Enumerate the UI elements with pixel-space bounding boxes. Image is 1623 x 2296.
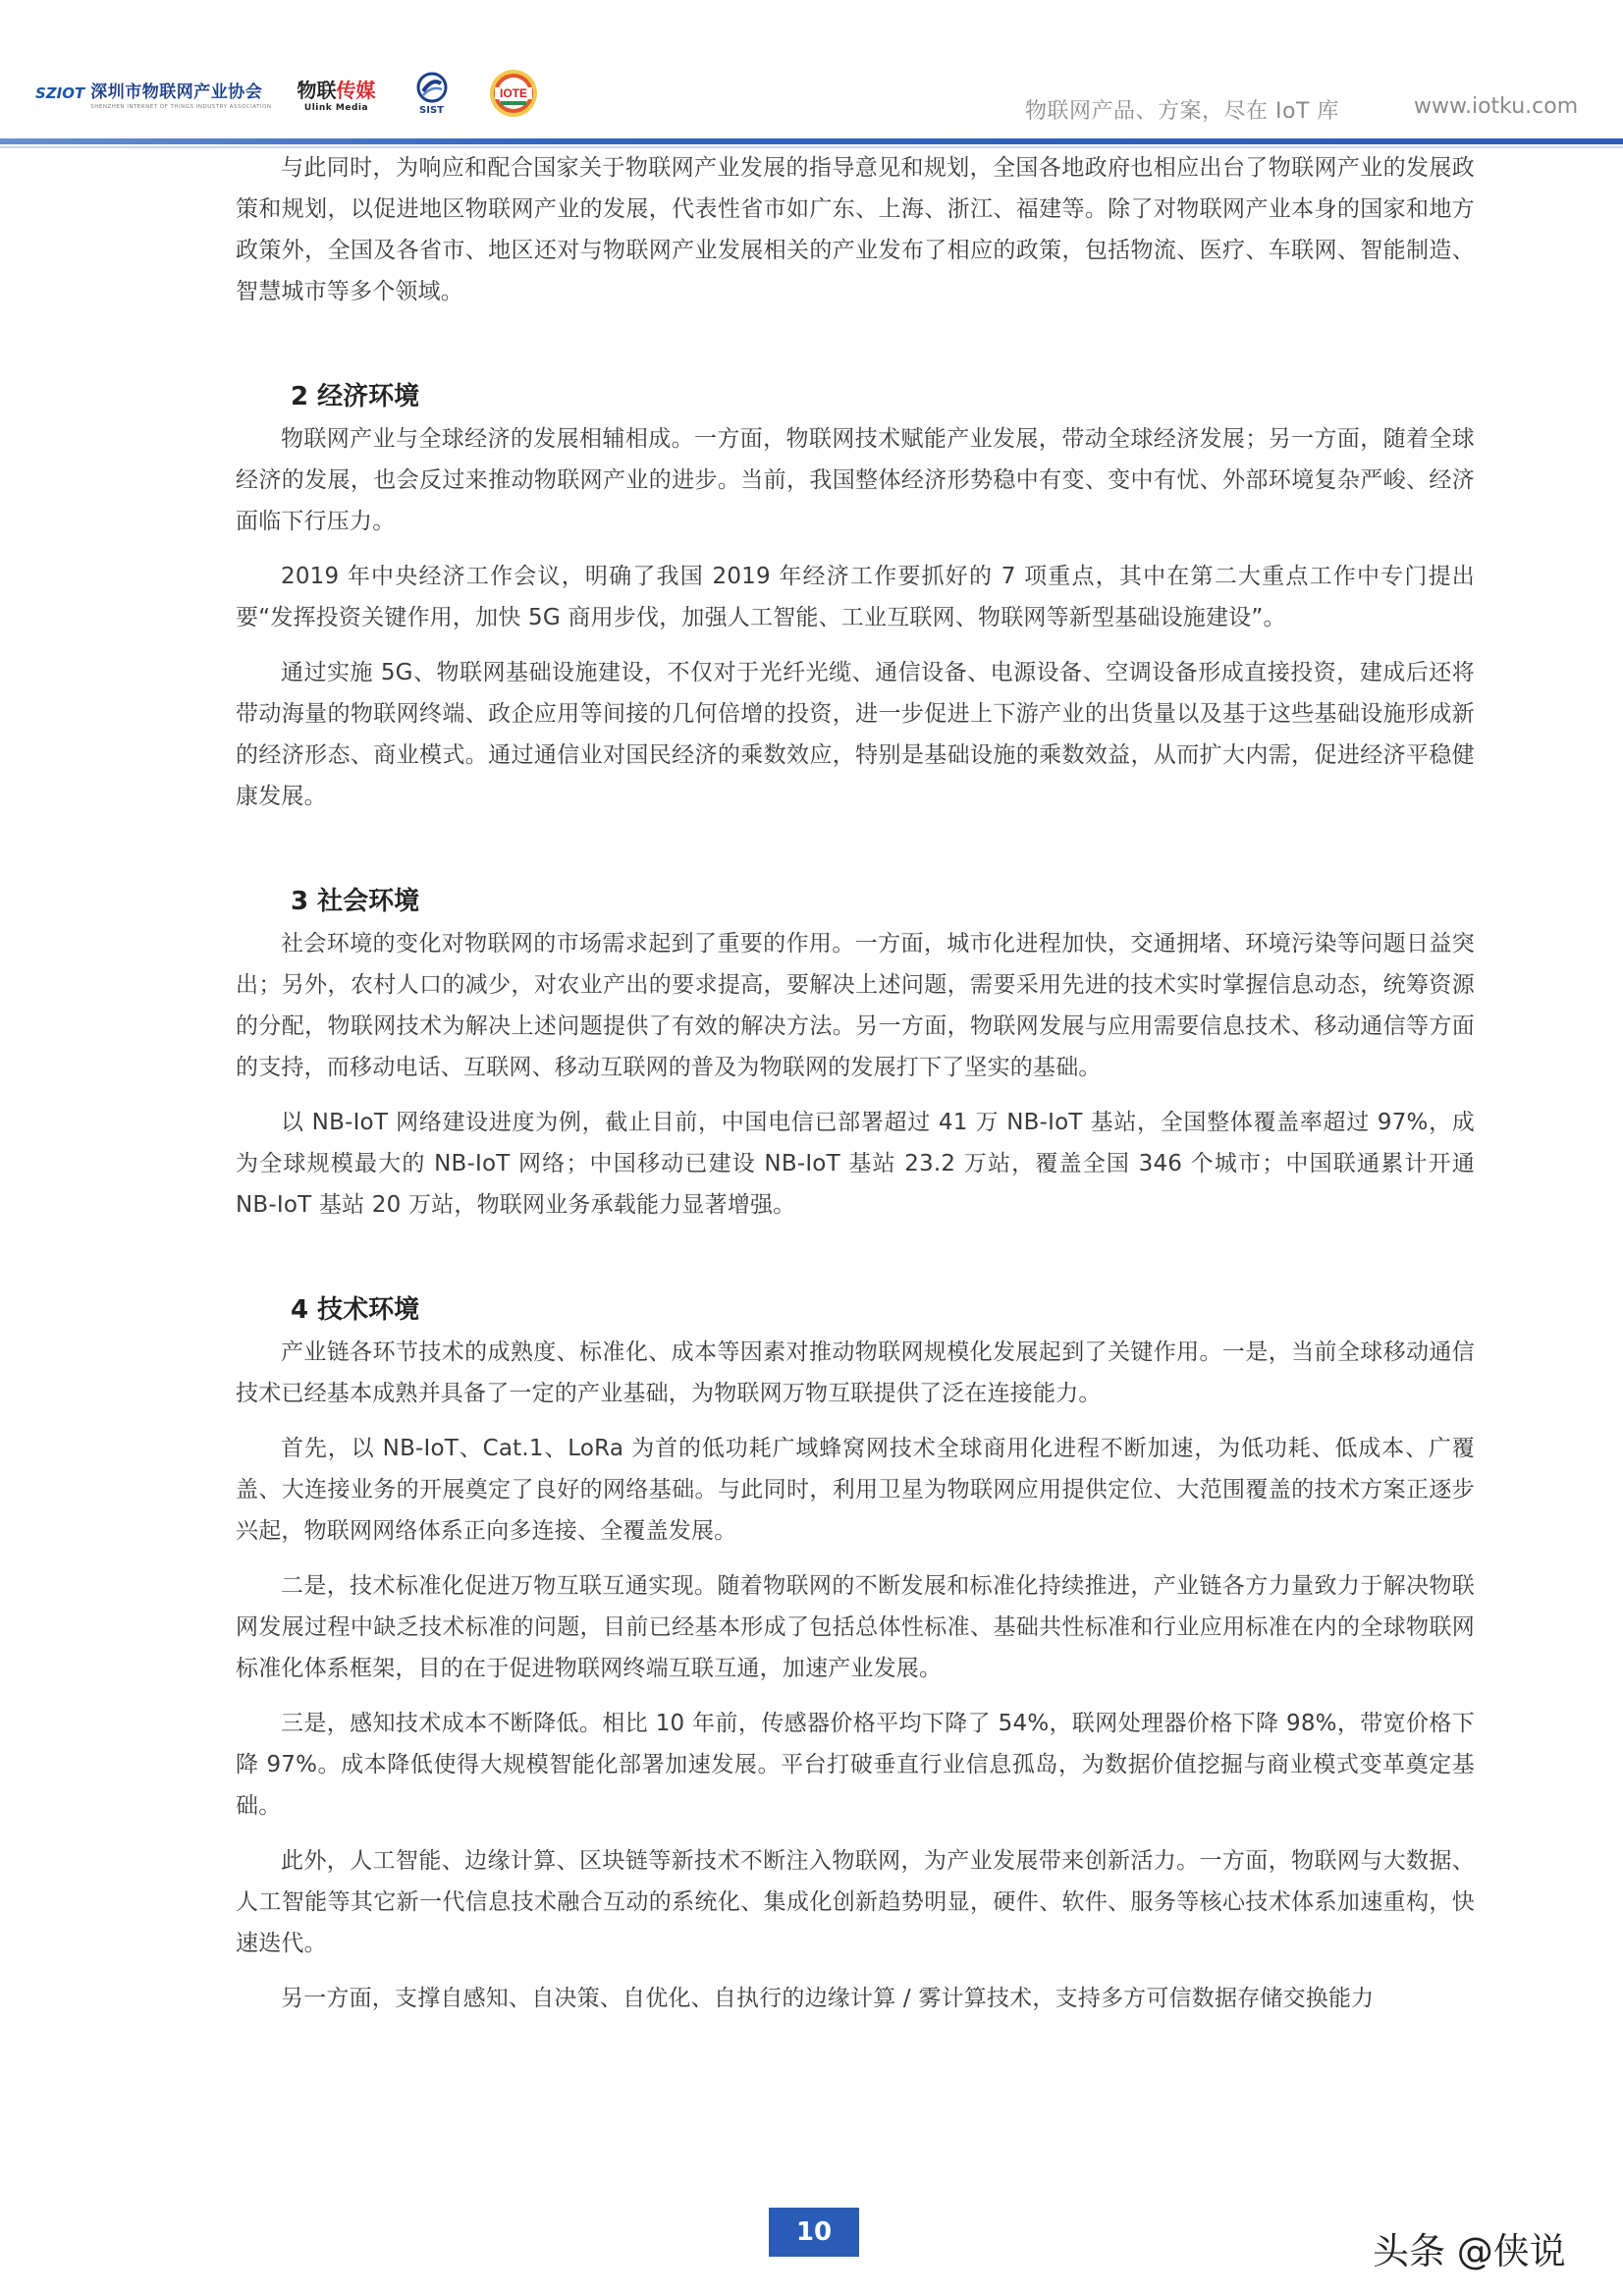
iote-badge-icon bbox=[488, 68, 539, 119]
paragraph: 2019 年中央经济工作会议，明确了我国 2019 年经济工作要抓好的 7 项重点，其中在第二大重点工作中专门提出要“发挥投资关键作用，加快 5G 商用步伐，加强人工智能、工业互联网、物联网等新型基础设施建设”。 bbox=[236, 564, 1475, 630]
section-heading: 3 社会环境 bbox=[291, 887, 420, 916]
paragraph: 与此同时，为响应和配合国家关于物联网产业发展的指导意见和规划，全国各地政府也相应出台了物联网产业的发展政策和规划，以促进地区物联网产业的发展，代表性省市如广东、上海、浙江、福建等。除了对物联网产业本身的国家和地方政策外，全国及各省市、地区还对与物联网产业发展相关的产业发布了相应的政策，包括物流、医疗、车联网、智能制造、智慧城市等多个领域。 bbox=[236, 155, 1475, 304]
sist-emblem-icon bbox=[415, 72, 449, 103]
sziot-logo-subtitle: SHENZHEN INTERNET OF THINGS INDUSTRY ASSOCIATION bbox=[90, 103, 272, 110]
document-body bbox=[236, 147, 1475, 2019]
paragraph: 二是，技术标准化促进万物互联互通实现。随着物联网的不断发展和标准化持续推进，产业链各方力量致力于解决物联网发展过程中缺乏技术标准的问题，目前已经基本形成了包括总体性标准、基础共性标准和行业应用标准在内的全球物联网标准化体系框架，目的在于促进物联网终端互联互通，加速产业发展。 bbox=[236, 1573, 1475, 1681]
page-number: 10 bbox=[769, 2208, 859, 2257]
iote-logo bbox=[488, 68, 539, 119]
sist-logo bbox=[415, 72, 449, 116]
sziot-logo bbox=[35, 78, 272, 110]
header-divider bbox=[0, 138, 1623, 144]
ulink-logo-black-text: 物联 bbox=[297, 78, 337, 102]
section-technology-environment bbox=[236, 1288, 1475, 2019]
sziot-logo-name: 深圳市物联网产业协会 bbox=[90, 82, 263, 102]
paragraph: 此外，人工智能、边缘计算、区块链等新技术不断注入物联网，为产业发展带来创新活力。一方面，物联网与大数据、人工智能等其它新一代信息技术融合互动的系统化、集成化创新趋势明显，硬件、软件、服务等核心技术体系加速重构，快速迭代。 bbox=[236, 1848, 1475, 1956]
logo-bar bbox=[35, 59, 539, 128]
paragraph: 产业链各环节技术的成熟度、标准化、成本等因素对推动物联网规模化发展起到了关键作用。一是，当前全球移动通信技术已经基本成熟并具备了一定的产业基础，为物联网万物互联提供了泛在连接能力。 bbox=[236, 1339, 1475, 1406]
ulink-logo-subtitle: Ulink Media bbox=[303, 102, 369, 113]
source-watermark: 头条 @侠说 bbox=[1373, 2230, 1566, 2272]
paragraph: 社会环境的变化对物联网的市场需求起到了重要的作用。一方面，城市化进程加快，交通拥堵、环境污染等问题日益突出；另外，农村人口的减少，对农业产出的要求提高，要解决上述问题，需要采用先进的技术实时掌握信息动态，统筹资源的分配，物联网技术为解决上述问题提供了有效的解决方法。另一方面，物联网发展与应用需要信息技术、移动通信等方面的支持，而移动电话、互联网、移动互联网的普及为物联网的发展打下了坚实的基础。 bbox=[236, 931, 1475, 1080]
page-header bbox=[0, 0, 1623, 147]
sziot-logo-mark: SZIOT bbox=[35, 84, 85, 102]
ulink-logo-red-text: 传媒 bbox=[336, 78, 376, 102]
iote-logo-text: IOTE bbox=[499, 86, 527, 100]
ulink-media-logo bbox=[298, 75, 376, 113]
section-social-environment bbox=[236, 880, 1475, 1226]
paragraph: 物联网产业与全球经济的发展相辅相成。一方面，物联网技术赋能产业发展，带动全球经济发展；另一方面，随着全球经济的发展，也会反过来推动物联网产业的进步。当前，我国整体经济形势稳中有变、变中有忧、外部环境复杂严峻、经济面临下行压力。 bbox=[236, 426, 1475, 534]
section-economic-environment bbox=[236, 375, 1475, 817]
sist-logo-text: SIST bbox=[419, 104, 444, 116]
paragraph: 以 NB-IoT 网络建设进度为例，截止目前，中国电信已部署超过 41 万 NB-IoT 基站，全国整体覆盖率超过 97%，成为全球规模最大的 NB-IoT 网络；中国移动已建设 NB-IoT 基站 23.2 万站，覆盖全国 346 个城市；中国联通累计开通 NB-IoT 基站 20 万站，物联网业务承载能力显著增强。 bbox=[236, 1110, 1475, 1218]
section-heading: 2 经济环境 bbox=[291, 382, 420, 411]
header-tagline: 物联网产品、方案，尽在 IoT 库 bbox=[1025, 99, 1339, 124]
paragraph: 三是，感知技术成本不断降低。相比 10 年前，传感器价格平均下降了 54%，联网处理器价格下降 98%，带宽价格下降 97%。成本降低使得大规模智能化部署加速发展。平台打破垂直行业信息孤岛，为数据价值挖掘与商业模式变革奠定基础。 bbox=[236, 1711, 1475, 1819]
header-website[interactable]: www.iotku.com bbox=[1414, 94, 1579, 119]
paragraph: 通过实施 5G、物联网基础设施建设，不仅对于光纤光缆、通信设备、电源设备、空调设备形成直接投资，建成后还将带动海量的物联网终端、政企应用等间接的几何倍增的投资，进一步促进上下游产业的出货量以及基于这些基础设施形成新的经济形态、商业模式。通过通信业对国民经济的乘数效应，特别是基础设施的乘数效益，从而扩大内需，促进经济平稳健康发展。 bbox=[236, 660, 1475, 809]
section-policy-continuation bbox=[236, 147, 1475, 312]
paragraph: 另一方面，支撑自感知、自决策、自优化、自执行的边缘计算 / 雾计算技术，支持多方可信数据存储交换能力 bbox=[281, 1986, 1375, 2011]
paragraph: 首先，以 NB-IoT、Cat.1、LoRa 为首的低功耗广域蜂窝网技术全球商用化进程不断加速，为低功耗、低成本、广覆盖、大连接业务的开展奠定了良好的网络基础。与此同时，利用卫星为物联网应用提供定位、大范围覆盖的技术方案正逐步兴起，物联网网络体系正向多连接、全覆盖发展。 bbox=[236, 1436, 1475, 1544]
section-heading: 4 技术环境 bbox=[291, 1295, 420, 1325]
